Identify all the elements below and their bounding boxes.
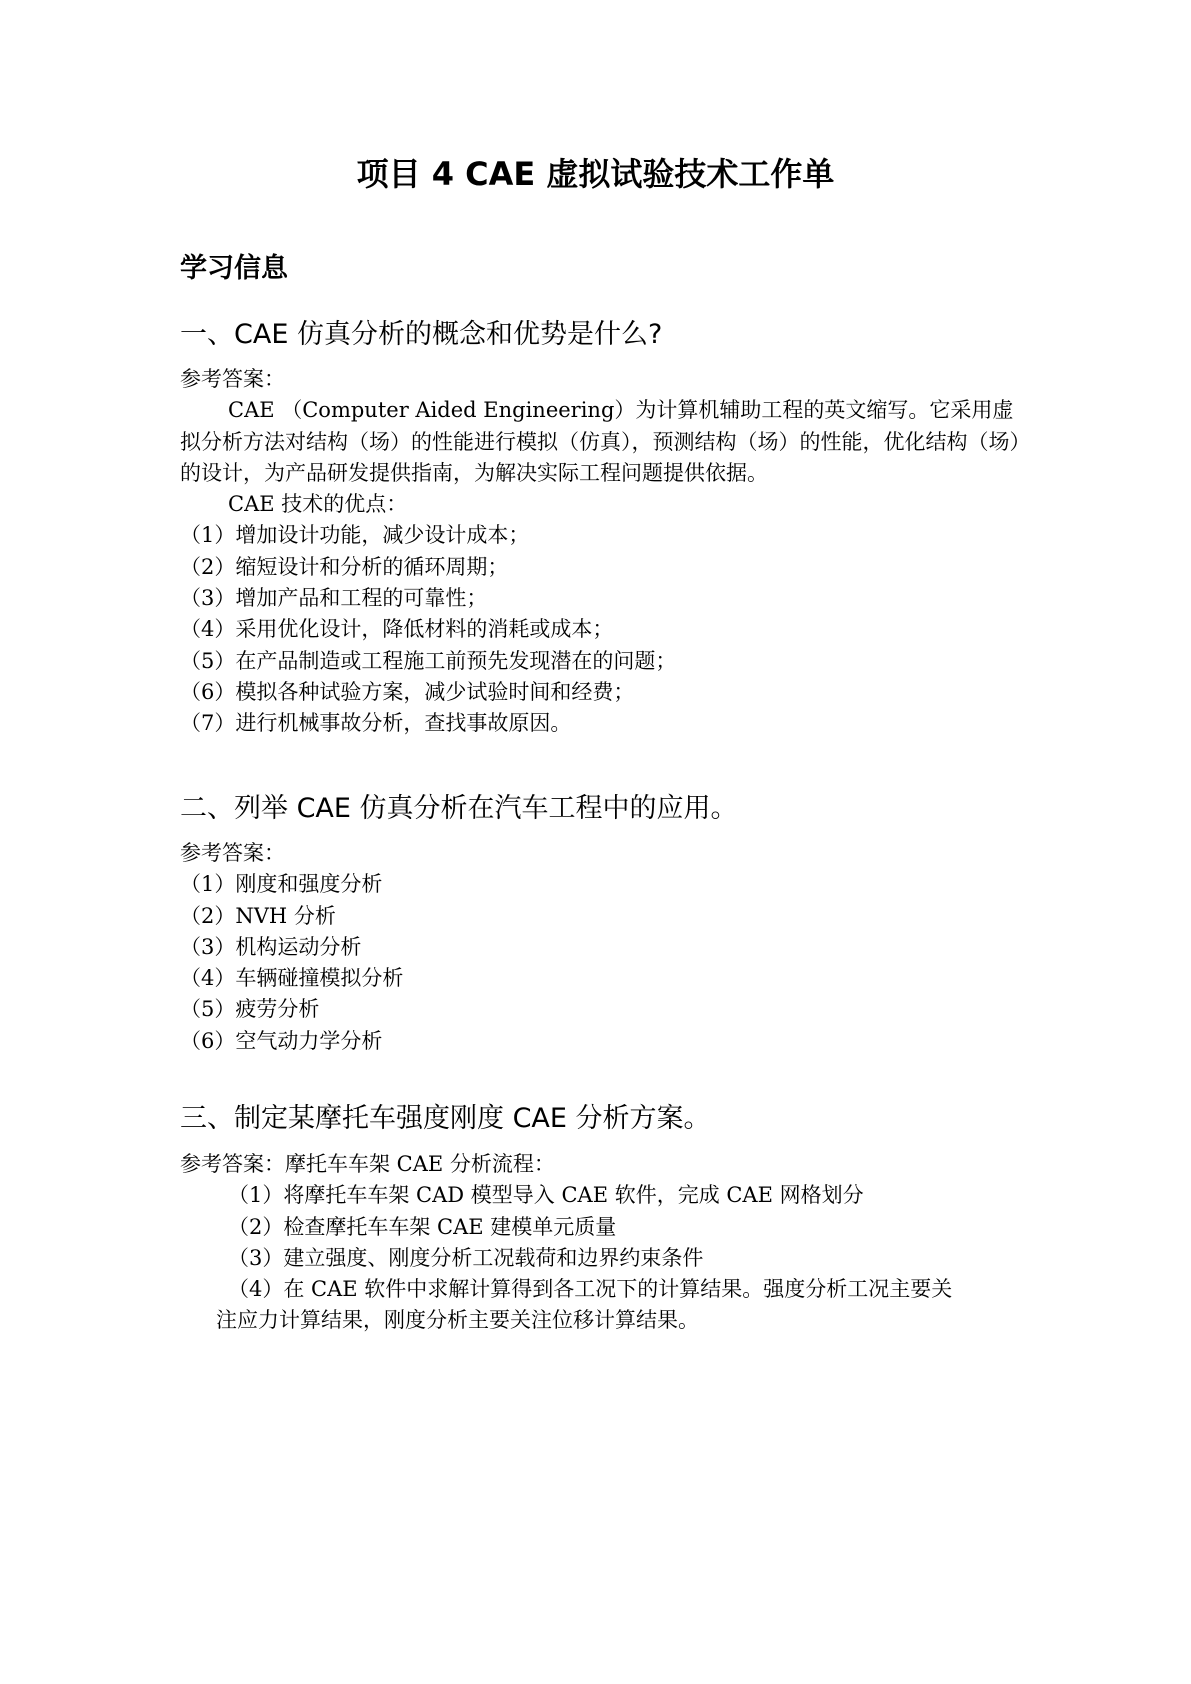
question-1-heading: 一、CAE 仿真分析的概念和优势是什么? [180, 319, 663, 350]
list-item: （1）增加设计功能，减少设计成本； [180, 523, 530, 548]
question-2-heading: 二、列举 CAE 仿真分析在汽车工程中的应用。 [180, 793, 738, 824]
question-1-answer [180, 364, 1020, 740]
list-item: （7）进行机械事故分析，查找事故原因。 [180, 711, 572, 736]
list-item: （6）空气动力学分析 [180, 1028, 383, 1053]
answer-label: 参考答案： [180, 367, 285, 391]
answer-label: 参考答案：摩托车车架 CAE 分析流程： [180, 1152, 555, 1176]
advantages-title: CAE 技术的优点： [228, 492, 408, 517]
list-item: （4）在 CAE 软件中求解计算得到各工况下的计算结果。强度分析工况主要关 [228, 1277, 953, 1302]
list-item: （1）将摩托车车架 CAD 模型导入 CAE 软件，完成 CAE 网格划分 [228, 1183, 864, 1208]
list-item: （3）增加产品和工程的可靠性； [180, 586, 488, 611]
list-item: （1）刚度和强度分析 [180, 872, 383, 897]
question-3-heading: 三、制定某摩托车强度刚度 CAE 分析方案。 [180, 1103, 711, 1134]
list-item: （5）在产品制造或工程施工前预先发现潜在的问题； [180, 648, 677, 673]
answer-intro-paragraph: CAE （Computer Aided Engineering）为计算机辅助工程的英文缩写。它采用虚拟分析方法对结构（场）的性能进行模拟（仿真），预测结构（场）的性能，优化结构（场）的设计，为产品研发提供指南，为解决实际工程问题提供依据。 [180, 398, 1020, 485]
list-item: （6）模拟各种试验方案，减少试验时间和经费； [180, 679, 635, 704]
question-2-answer [180, 838, 1020, 1057]
document-title: 项目 4 CAE 虚拟试验技术工作单 [356, 155, 835, 193]
list-item: （2）NVH 分析 [180, 903, 336, 928]
question-3-answer [180, 1149, 1020, 1337]
list-item: （4）采用优化设计，降低材料的消耗或成本； [180, 617, 614, 642]
list-item: （2）检查摩托车车架 CAE 建模单元质量 [228, 1214, 617, 1239]
list-item: （3）机构运动分析 [180, 934, 362, 959]
list-item: （2）缩短设计和分析的循环周期； [180, 554, 509, 579]
answer-label: 参考答案： [180, 841, 285, 865]
list-item: （3）建立强度、刚度分析工况载荷和边界约束条件 [228, 1245, 704, 1270]
section-label: 学习信息 [180, 253, 288, 284]
list-item-continuation: 注应力计算结果，刚度分析主要关注位移计算结果。 [216, 1308, 699, 1333]
list-item: （5）疲劳分析 [180, 997, 320, 1022]
list-item: （4）车辆碰撞模拟分析 [180, 966, 404, 991]
